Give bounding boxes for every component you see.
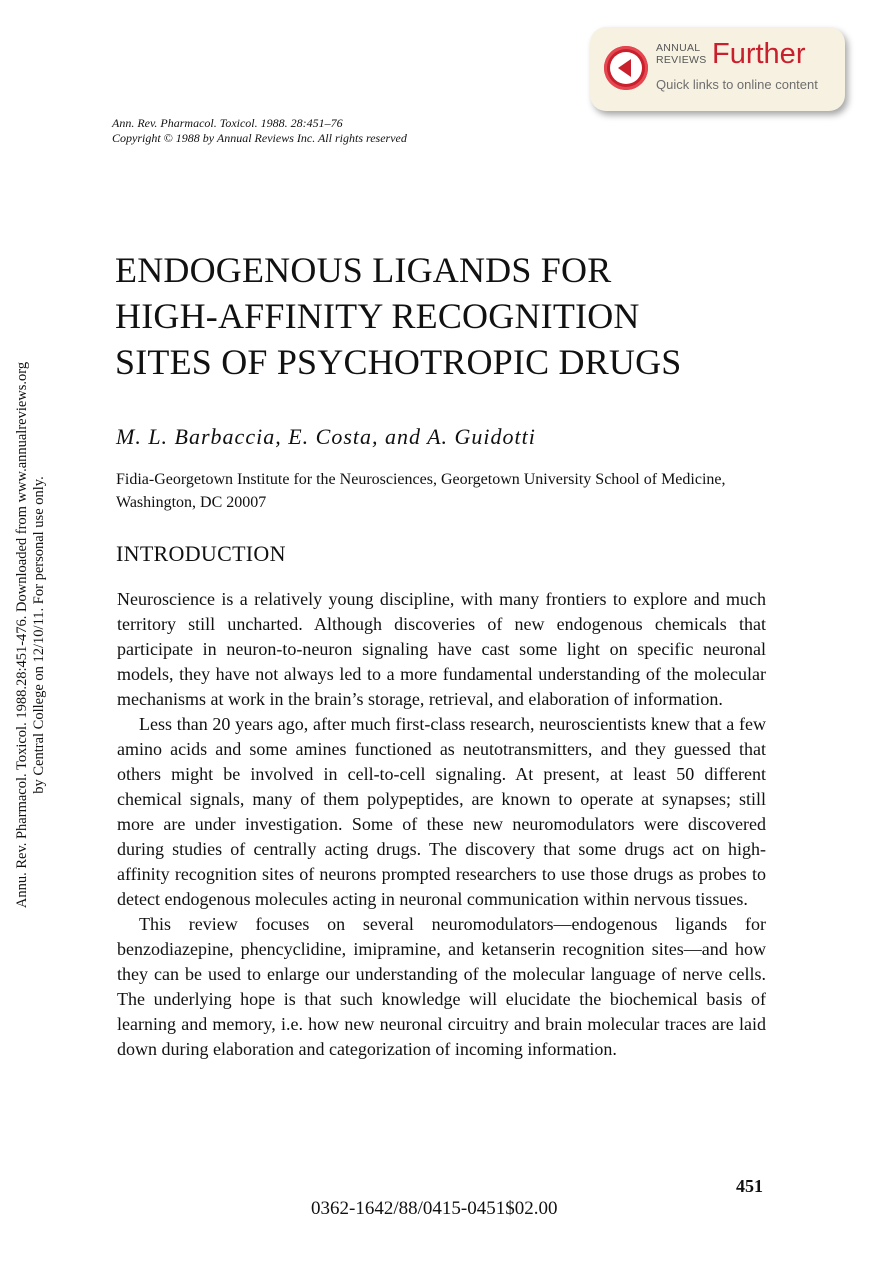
copyright: Copyright © 1988 by Annual Reviews Inc. All rights reserved xyxy=(112,131,407,145)
section-heading: INTRODUCTION xyxy=(116,541,286,566)
annual-reviews-wordmark xyxy=(656,42,707,66)
annual-reviews-further-badge[interactable] xyxy=(590,27,845,111)
body-text xyxy=(117,587,766,1062)
quick-links-text: Quick links to online content xyxy=(656,77,818,92)
reviews-word: REVIEWS xyxy=(656,54,707,66)
paragraph: This review focuses on several neuromodulators—endogenous ligands for benzodiazepine, phencyclidine, imipramine, and ketanserin recognition sites—and how they can be used to enlarge our understanding of the molecular language of nerve cells. The underlying hope is that such knowledge will elucidate the biochemical basis of learning and memory, i.e. how new neuronal circuitry and brain molecular traces are laid down during elaboration and categorization of incoming information. xyxy=(117,914,766,1059)
article-title xyxy=(115,247,795,385)
page-number: 451 xyxy=(736,1176,763,1196)
paragraph: Less than 20 years ago, after much first-class research, neuroscientists knew that a few amino acids and some amines functioned as neutotransmitters, and they guessed that others might be involved in cell-to-cell signaling. At present, at least 50 different chemical signals, many of them polypeptides, are known to operate at synapses; still more are under investigation. Some of these new neuromodulators were discovered during studies of centrally acting drugs. The discovery that some drugs act on high-affinity recognition sites of neurons prompted researchers to use those drugs as probes to detect endogenous molecules acting in neuronal communication within nervous tissues. xyxy=(117,714,766,909)
journal-header xyxy=(112,116,407,146)
title-line: HIGH-AFFINITY RECOGNITION xyxy=(115,296,640,336)
authors: M. L. Barbaccia, E. Costa, and A. Guidotti xyxy=(116,424,536,449)
title-line: ENDOGENOUS LIGANDS FOR xyxy=(115,250,612,290)
affiliation: Fidia-Georgetown Institute for the Neurosciences, Georgetown University School of Medicine, Washington, DC 20007 xyxy=(116,471,726,511)
back-arrow-icon xyxy=(604,46,648,90)
download-notice-line1: Annu. Rev. Pharmacol. Toxicol. 1988.28:451-476. Downloaded from www.annualreviews.org xyxy=(14,361,30,909)
annual-word: ANNUAL xyxy=(656,42,701,54)
download-notice-line2: by Central College on 12/10/11. For personal use only. xyxy=(31,476,47,794)
further-label: Further xyxy=(712,38,806,70)
paragraph: Neuroscience is a relatively young discipline, with many frontiers to explore and much territory still uncharted. Although discoveries of new endogenous chemicals that participate in neuron-to-neuron signaling have cast some light on specific neuronal models, they have not always led to a more fundamental understanding of the molecular mechanisms at work in the brain’s storage, retrieval, and elaboration of information. xyxy=(117,589,766,709)
title-line: SITES OF PSYCHOTROPIC DRUGS xyxy=(115,342,682,382)
article-code: 0362-1642/88/0415-0451$02.00 xyxy=(311,1198,558,1219)
citation: Ann. Rev. Pharmacol. Toxicol. 1988. 28:451–76 xyxy=(112,116,343,130)
